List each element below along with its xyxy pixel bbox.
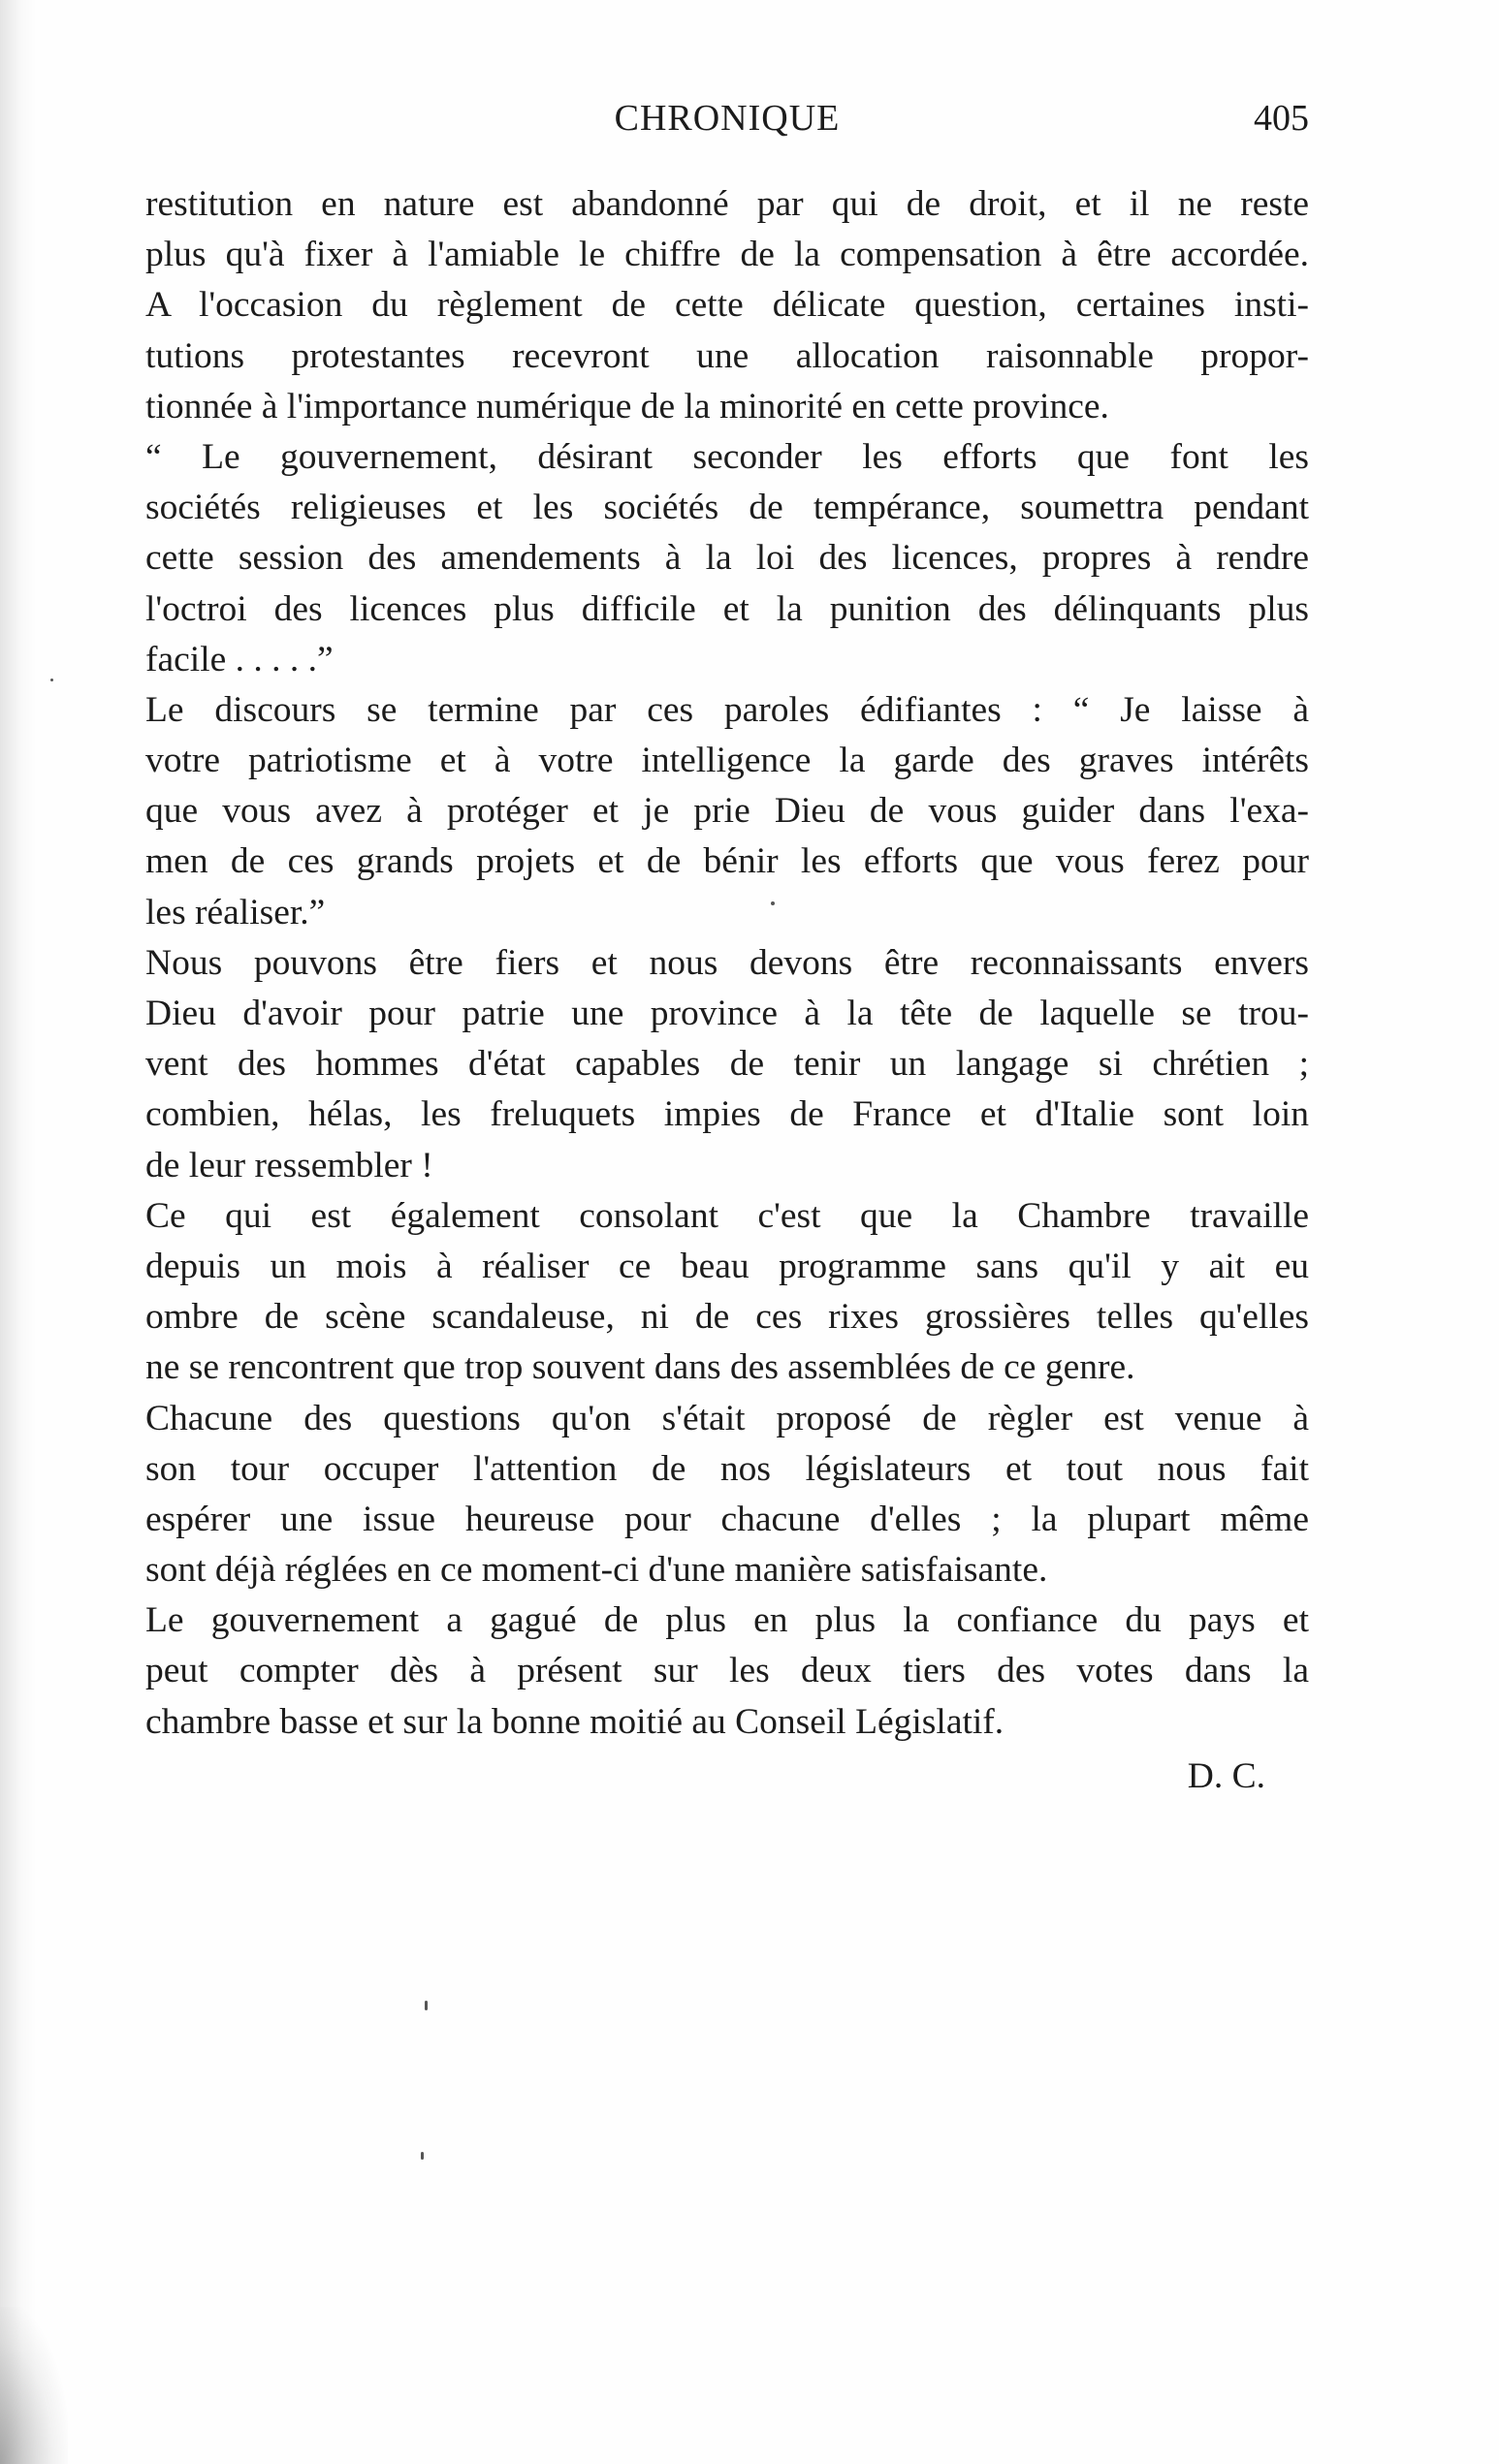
text-line: Ce qui est également consolant c'est que la Chambre travaille (145, 1195, 1309, 1236)
text-line: peut compter dès à présent sur les deux tiers des votes dans la (145, 1651, 1309, 1691)
text-line: sociétés religieuses et les sociétés de tempérance, soumettra pendant (145, 488, 1309, 528)
text-line: Le discours se termine par ces paroles édifiantes : “ Je laisse à (145, 689, 1309, 730)
text-line: plus qu'à fixer à l'amiable le chiffre de la compensation à être accordée. (145, 235, 1309, 275)
text-line: que vous avez à protéger et je prie Dieu de vous guider dans l'exa- (145, 791, 1309, 832)
text-line: les réaliser.” (145, 892, 326, 932)
text-line: “ Le gouvernement, désirant seconder les efforts que font les (145, 436, 1309, 477)
body-text (145, 179, 1309, 1806)
text-line: restitution en nature est abandonné par qui de droit, et il ne reste (145, 184, 1309, 224)
text-line: ne se rencontrent que trop souvent dans des assemblées de ce genre. (145, 1347, 1135, 1388)
text-line: tutions protestantes recevront une allocation raisonnable propor- (145, 335, 1309, 376)
author-signature: D. C. (1187, 1755, 1265, 1796)
ink-speck (50, 679, 53, 681)
page-edge-shadow (0, 0, 37, 2464)
text-line: combien, hélas, les freluquets impies de France et d'Italie sont loin (145, 1094, 1309, 1135)
ink-speck (425, 2001, 428, 2010)
text-line: sont déjà réglées en ce moment-ci d'une manière satisfaisante. (145, 1550, 1048, 1591)
text-line: vent des hommes d'état capables de tenir un langage si chrétien ; (145, 1044, 1309, 1085)
text-line: cette session des amendements à la loi des licences, propres à rendre (145, 538, 1309, 579)
text-line: chambre basse et sur la bonne moitié au Conseil Législatif. (145, 1701, 1005, 1742)
page-number: 405 (1254, 98, 1309, 139)
text-line: l'octroi des licences plus difficile et la punition des délinquants plus (145, 588, 1309, 629)
text-line: depuis un mois à réaliser ce beau programme sans qu'il y ait eu (145, 1246, 1309, 1286)
text-line: Le gouvernement a gagué de plus en plus la confiance du pays et (145, 1600, 1309, 1641)
text-line: son tour occuper l'attention de nos législateurs et tout nous fait (145, 1448, 1309, 1489)
text-line: Dieu d'avoir pour patrie une province à la tête de laquelle se trou- (145, 994, 1309, 1033)
ink-speck (421, 2152, 424, 2160)
ink-speck (771, 901, 775, 905)
text-line: men de ces grands projets et de bénir les efforts que vous ferez pour (145, 841, 1309, 882)
running-title: CHRONIQUE (614, 98, 841, 139)
text-line: Chacune des questions qu'on s'était proposé de règler est venue à (145, 1398, 1309, 1438)
page-header (145, 97, 1309, 155)
text-line: ombre de scène scandaleuse, ni de ces rixes grossières telles qu'elles (145, 1297, 1309, 1338)
text-line: tionnée à l'importance numérique de la minorité en cette province. (145, 386, 1109, 426)
text-line: de leur ressembler ! (145, 1145, 433, 1185)
text-line: A l'occasion du règlement de cette délicate question, certaines insti- (145, 285, 1309, 326)
text-line: Nous pouvons être fiers et nous devons être reconnaissants envers (145, 942, 1309, 983)
text-line: espérer une issue heureuse pour chacune d'elles ; la plupart même (145, 1499, 1309, 1539)
text-line: votre patriotisme et à votre intelligence la garde des graves intérêts (145, 741, 1309, 781)
text-line: facile . . . . .” (145, 639, 334, 679)
page-corner-stain (0, 2307, 68, 2464)
